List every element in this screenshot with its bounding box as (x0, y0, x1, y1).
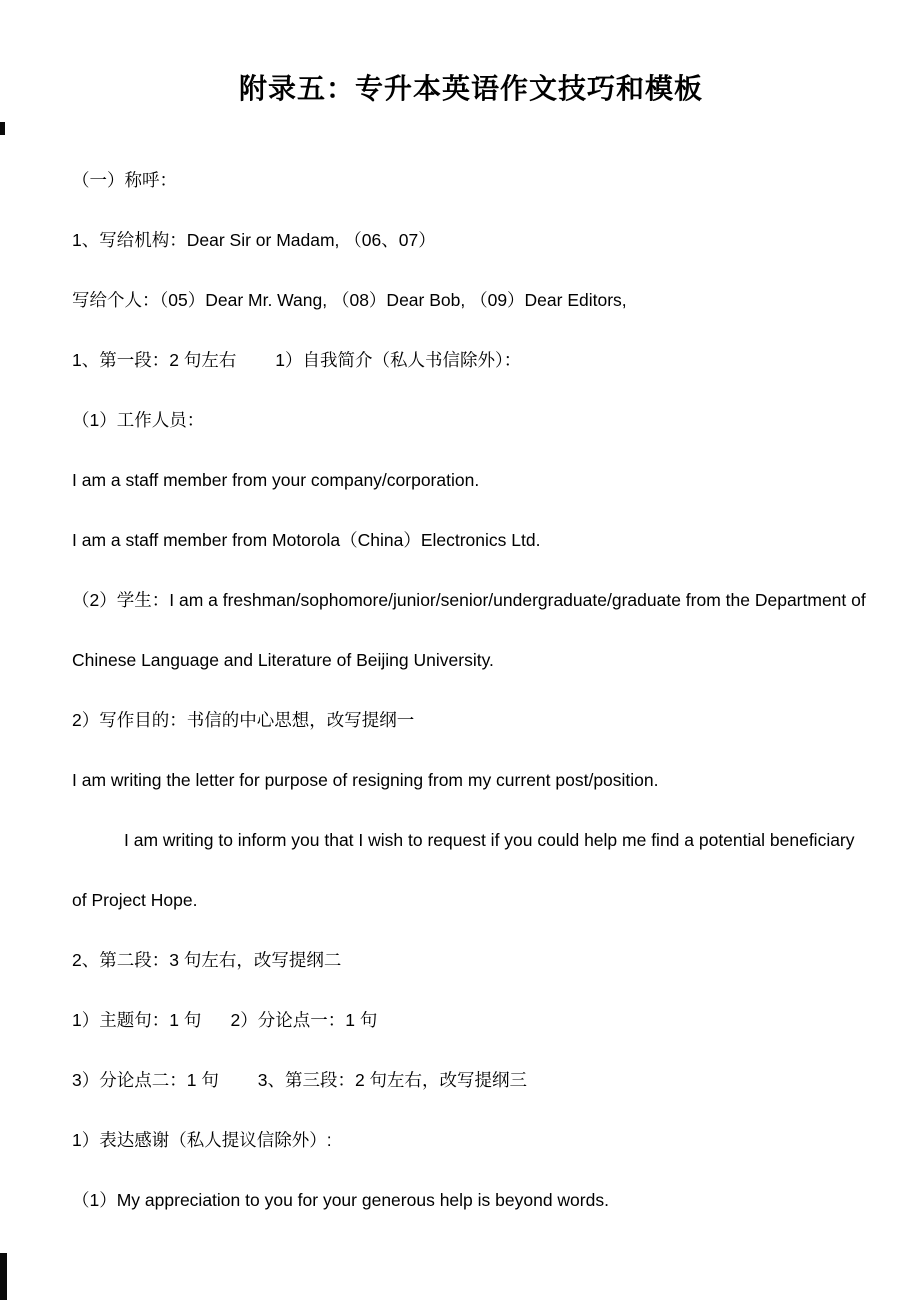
doc-line-to-institution: 1、写给机构：Dear Sir or Madam, （06、07） (72, 230, 436, 250)
doc-line-student-example: （2）学生：I am a freshman/sophomore/junior/senior/undergraduate/graduate from the Department of Chinese Language and Literature of Beijing University. (72, 590, 871, 670)
doc-line-staff-example-2: I am a staff member from Motorola（China）Electronics Ltd. (72, 530, 541, 550)
doc-line-staff-example-1: I am a staff member from your company/corporation. (72, 470, 480, 490)
doc-line-first-paragraph-heading: 1、第一段：2 句左右 1）自我简介（私人书信除外）： (72, 350, 522, 370)
doc-line-topic-sentence: 1）主题句：1 句 2）分论点一：1 句 (72, 1010, 378, 1030)
scan-artifact-top (0, 122, 5, 135)
doc-line-purpose-example-1: I am writing the letter for purpose of resigning from my current post/position. (72, 770, 659, 790)
doc-line-salutation-heading: （一）称呼： (72, 170, 177, 190)
doc-line-express-thanks-heading: 1）表达感谢（私人提议信除外）: (72, 1130, 332, 1150)
doc-line-writing-purpose-heading: 2）写作目的：书信的中心思想，改写提纲一 (72, 710, 415, 730)
doc-line-staff-heading: （1）工作人员： (72, 410, 205, 430)
doc-line-appreciation-example: （1）My appreciation to you for your generous help is beyond words. (72, 1190, 609, 1210)
document-title: 附录五：专升本英语作文技巧和模板 (238, 73, 703, 104)
doc-line-to-individual: 写给个人：（05）Dear Mr. Wang, （08）Dear Bob, （09）Dear Editors, (72, 290, 627, 310)
doc-line-purpose-example-2: I am writing to inform you that I wish to request if you could help me find a potential beneficiary of Project Hope. (72, 830, 860, 910)
scan-artifact-bottom (0, 1253, 7, 1300)
doc-line-subpoint-third-paragraph: 3）分论点二：1 句 3、第三段：2 句左右，改写提纲三 (72, 1070, 528, 1090)
doc-line-second-paragraph-heading: 2、第二段：3 句左右，改写提纲二 (72, 950, 342, 970)
